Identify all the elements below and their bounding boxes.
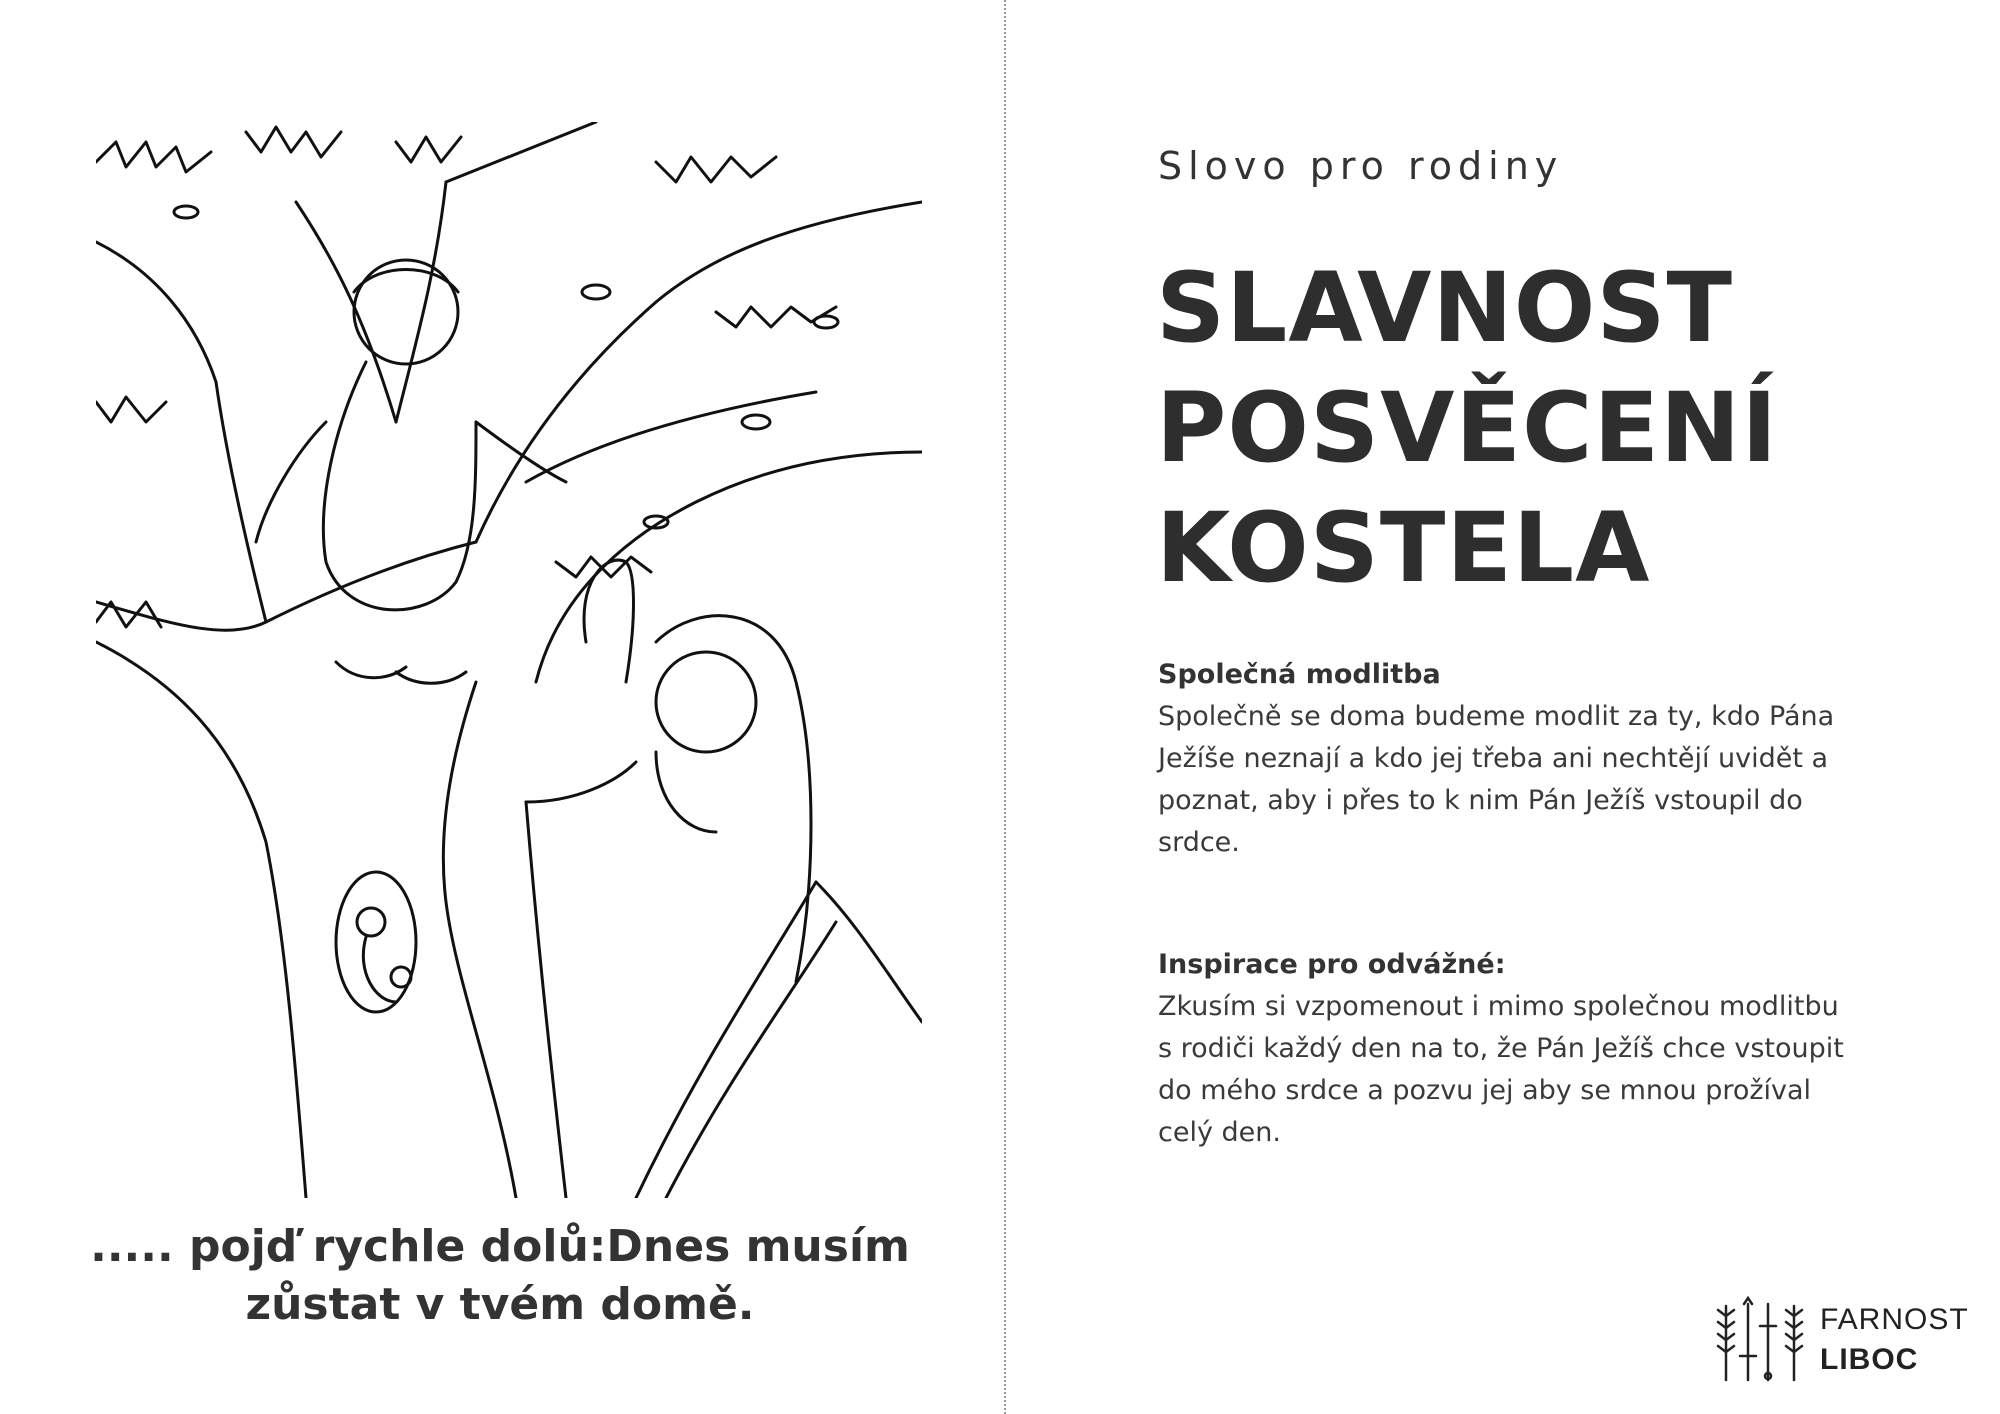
right-page xyxy=(1008,0,2000,1414)
caption xyxy=(80,1218,920,1334)
title-line-3: KOSTELA xyxy=(1156,492,1651,604)
logo-text xyxy=(1820,1300,1969,1380)
page-title xyxy=(1156,248,1778,608)
caption-line-2: zůstat v tvém domě. xyxy=(245,1279,755,1330)
parish-logo xyxy=(1708,1294,1968,1384)
wheat-and-sword-icon xyxy=(1708,1296,1814,1382)
logo-line-2: LIBOC xyxy=(1820,1343,1919,1376)
subtitle: Slovo pro rodiny xyxy=(1158,144,1564,188)
title-line-2: POSVĚCENÍ xyxy=(1156,372,1779,484)
section-heading: Inspirace pro odvážné: xyxy=(1158,949,1506,980)
section-body: Zkusím si vzpomenout i mimo společnou modlitbu s rodiči každý den na to, že Pán Ježíš chce vstoupit do mého srdce a pozvu jej aby se mnou prožíval celý den. xyxy=(1158,991,1844,1148)
page-divider xyxy=(1004,0,1006,1414)
caption-line-1: ..... pojď rychle dolů:Dnes musím xyxy=(90,1221,910,1272)
logo-line-1: FARNOST xyxy=(1820,1303,1969,1336)
zacchaeus-illustration xyxy=(96,122,922,1198)
section-heading: Společná modlitba xyxy=(1158,659,1441,690)
title-line-1: SLAVNOST xyxy=(1156,252,1733,364)
section-common-prayer xyxy=(1158,654,1858,864)
section-body: Společně se doma budeme modlit za ty, kdo Pána Ježíše neznají a kdo jej třeba ani nechtějí uvidět a poznat, aby i přes to k nim Pán Ježíš vstoupil do srdce. xyxy=(1158,701,1835,858)
section-inspiration xyxy=(1158,944,1858,1154)
